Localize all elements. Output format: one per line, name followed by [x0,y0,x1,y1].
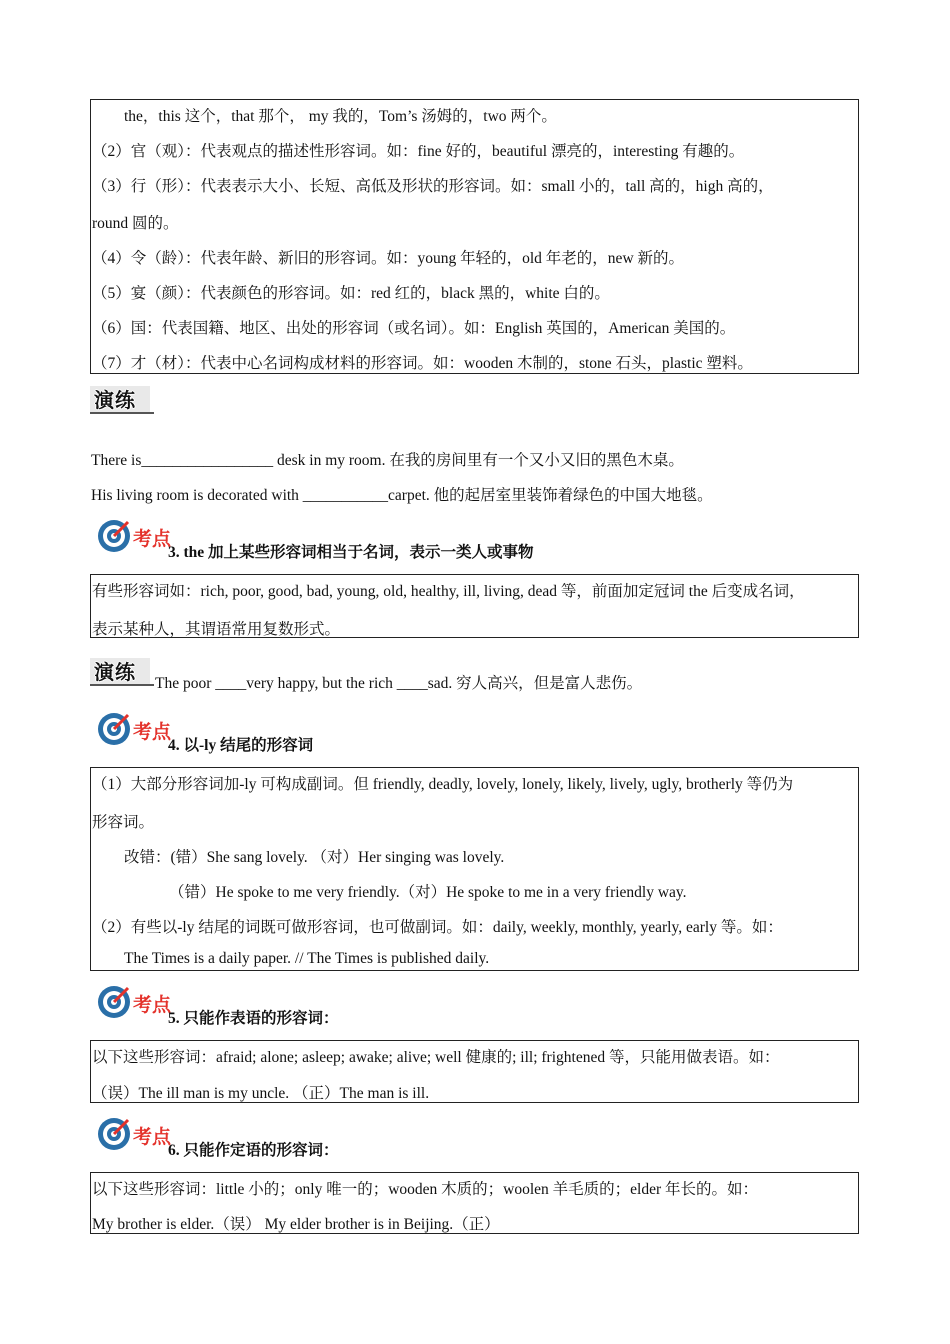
kaodian-label-6: 考点 [133,1126,172,1148]
kaodian-badge-5 [97,984,171,1024]
section5-line-1: （误）The ill man is my uncle. （正）The man is ill. [92,1085,430,1102]
section4-line-1: 形容词。 [92,814,155,831]
section3-line-1: 表示某种人，其谓语常用复数形式。 [92,621,341,638]
section4-box [90,767,859,971]
section4-line-2: 改错：(错）She sang lovely. （对）Her singing was lovely. [124,849,505,866]
section5-line-0: 以下这些形容词：afraid; alone; asleep; awake; alive; well 健康的; ill; frightened 等，只能用做表语。如： [92,1049,780,1066]
practice-label-2: 演练 [94,660,136,684]
target-icon [97,1116,133,1152]
section4-line-4: （2）有些以-ly 结尾的词既可做形容词，也可做副词。如：daily, weekly, monthly, yearly, early 等。如： [92,919,783,936]
kaodian-badge-4 [97,711,171,751]
kaodian-label-5: 考点 [133,994,172,1016]
section6-box [90,1172,859,1234]
box1-line-3: round 圆的。 [92,215,179,232]
practice-label: 演练 [94,388,136,412]
section6-line-0: 以下这些形容词：little 小的；only 唯一的；wooden 木质的；woolen 羊毛质的；elder 年长的。如： [92,1181,759,1198]
section5-title: 5. 只能作表语的形容词： [168,1010,339,1027]
section4-title: 4. 以-ly 结尾的形容词 [168,737,314,754]
practice1-q2: His living room is decorated with ___________carpet. 他的起居室里装饰着绿色的中国大地毯。 [91,487,713,504]
section3-title: 3. the 加上某些形容词相当于名词，表示一类人或事物 [168,544,534,561]
practice-badge [90,384,154,414]
section4-line-5: The Times is a daily paper. // The Times is published daily. [124,950,490,967]
box1-line-5: （5）宴（颜）：代表颜色的形容词。如：red 红的，black 黑的，white 白的。 [92,285,610,302]
section5-box [90,1040,859,1103]
practice1-q1: There is_________________ desk in my room. 在我的房间里有一个又小又旧的黑色木桌。 [91,452,684,469]
section3-line-0: 有些形容词如：rich, poor, good, bad, young, old, healthy, ill, living, dead 等，前面加定冠词 the 后变成名词， [92,583,805,600]
kaodian-badge-3 [97,518,171,558]
section4-line-3: （错）He spoke to me very friendly.（对）He spoke to me in a very friendly way. [169,884,687,901]
section3-practice: The poor ____very happy, but the rich ____sad. 穷人高兴，但是富人悲伤。 [155,675,643,692]
target-icon [97,518,133,554]
practice-badge-2 [90,656,154,686]
box1-line-6: （6）国：代表国籍、地区、出处的形容词（或名词）。如：English 英国的，American 美国的。 [92,320,736,337]
box1-line-7: （7）才（材）：代表中心名词构成材料的形容词。如：wooden 木制的，stone 石头，plastic 塑料。 [92,355,753,372]
kaodian-label-3: 考点 [133,528,172,550]
box1-line-4: （4）令（龄）：代表年龄、新旧的形容词。如：young 年轻的，old 年老的，new 新的。 [92,250,685,267]
section6-line-1: My brother is elder.（误） My elder brother is in Beijing.（正） [92,1216,500,1233]
box1-line-0: the，this 这个，that 那个， my 我的，Tom’s 汤姆的，two 两个。 [124,108,557,125]
section6-title: 6. 只能作定语的形容词： [168,1142,339,1159]
target-icon [97,984,133,1020]
box1-line-1: （2）官（观）：代表观点的描述性形容词。如：fine 好的，beautiful 漂亮的，interesting 有趣的。 [92,143,745,160]
kaodian-badge-6 [97,1116,171,1156]
section3-box [90,574,859,638]
box1-line-2: （3）行（形）：代表表示大小、长短、高低及形状的形容词。如：small 小的，tall 高的，high 高的， [92,178,774,195]
section4-line-0: （1）大部分形容词加-ly 可构成副词。但 friendly, deadly, lovely, lonely, likely, lively, ugly, brotherly 等仍为 [92,776,794,793]
target-icon [97,711,133,747]
adjective-order-box [90,99,859,374]
kaodian-label-4: 考点 [133,721,172,743]
